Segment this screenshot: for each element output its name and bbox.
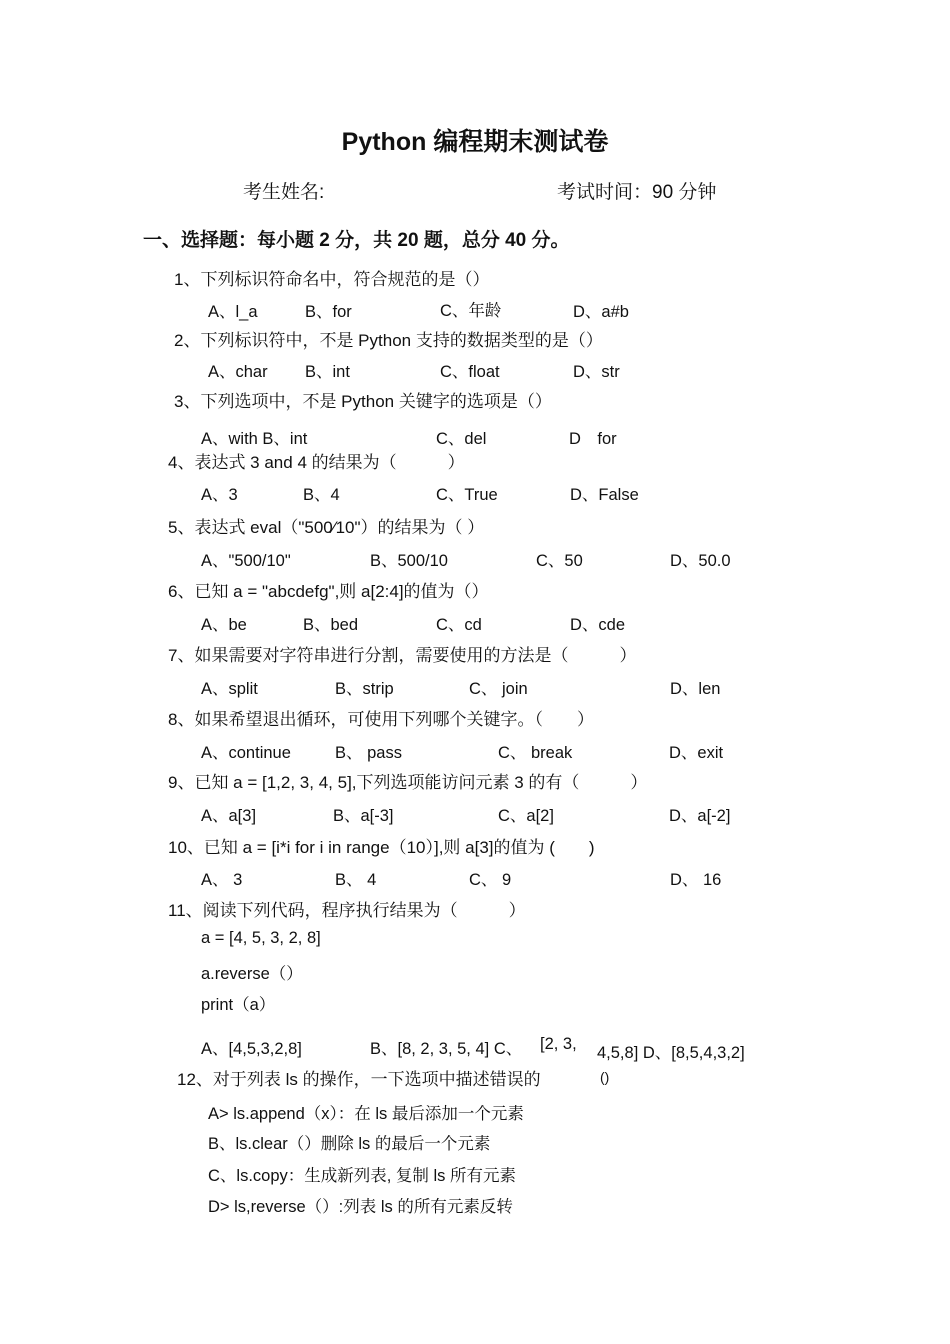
option-b: B、4 xyxy=(303,486,340,504)
option-a: A、l_a xyxy=(208,303,258,321)
question-stem: 2、下列标识符中，不是 Python 支持的数据类型的是（） xyxy=(174,331,603,350)
option-d: D、a#b xyxy=(573,303,629,321)
question-stem: 8、如果希望退出循环，可使用下列哪个关键字。（ ） xyxy=(168,710,594,729)
option-d: D、cde xyxy=(570,616,626,634)
exam-time-label: 考试时间：90 分钟 xyxy=(557,182,717,203)
option-d: D for xyxy=(569,430,617,448)
option-b: B、for xyxy=(305,303,352,321)
option-a: A、"500/10" xyxy=(201,552,291,570)
option-a: A、a[3] xyxy=(201,807,257,825)
question-stem: 4、表达式 3 and 4 的结果为（ ） xyxy=(168,453,465,472)
option-a: A、 3 xyxy=(201,871,243,889)
code-line: print（a） xyxy=(201,996,276,1014)
option-d: D、 16 xyxy=(670,871,722,889)
option-b: B、strip xyxy=(335,680,394,698)
option-a: A> ls.append（x）：在 ls 最后添加一个元素 xyxy=(208,1105,524,1123)
section-heading: 一、选择题：每小题 2 分，共 20 题，总分 40 分。 xyxy=(143,230,570,251)
option-d: D> ls,reverse（）:列表 ls 的所有元素反转 xyxy=(208,1198,513,1216)
option-d: D、str xyxy=(573,363,620,381)
code-line: a.reverse（） xyxy=(201,965,303,983)
question-stem: 10、已知 a = [i*i for i in range（10）],则 a[3]的值为 ( ) xyxy=(168,838,595,857)
option-d: D、exit xyxy=(669,744,724,762)
option-b: B、int xyxy=(305,363,350,381)
option-a: A、split xyxy=(201,680,258,698)
option-b: B、500/10 xyxy=(370,552,448,570)
option-d: D、a[-2] xyxy=(669,807,731,825)
option-d: D、len xyxy=(670,680,721,698)
option-a-b: A、with B、int xyxy=(201,430,308,448)
question-stem: 7、如果需要对字符串进行分割，需要使用的方法是（ ） xyxy=(168,646,637,665)
question-stem: 3、下列选项中，不是 Python 关键字的选项是（） xyxy=(174,392,552,411)
option-c: C、a[2] xyxy=(498,807,554,825)
option-c: C、cd xyxy=(436,616,482,634)
question-stem: 9、已知 a = [1,2, 3, 4, 5],下列选项能访问元素 3 的有（ ） xyxy=(168,773,648,792)
option-c: C、True xyxy=(436,486,498,504)
question-stem: 5、表达式 eval（"500⁄10"）的结果为（ ） xyxy=(168,518,485,537)
option-c: C、del xyxy=(436,430,487,448)
option-c: C、 join xyxy=(469,680,528,698)
option-b-c: B、[8, 2, 3, 5, 4] C、 xyxy=(370,1040,523,1058)
option-a: A、continue xyxy=(201,744,291,762)
option-d: D、50.0 xyxy=(670,552,731,570)
option-d: D、False xyxy=(570,486,639,504)
option-c-d: 4,5,8] D、[8,5,4,3,2] xyxy=(597,1044,745,1062)
option-b: B、bed xyxy=(303,616,359,634)
option-c: C、ls.copy：生成新列表, 复制 ls 所有元素 xyxy=(208,1167,517,1185)
option-b: B、a[-3] xyxy=(333,807,394,825)
question-stem: 12、对于列表 ls 的操作，一下选项中描述错误的 xyxy=(177,1070,541,1089)
option-b: B、 4 xyxy=(335,871,377,889)
option-a: A、3 xyxy=(201,486,238,504)
page-title: Python 编程期末测试卷 xyxy=(341,128,609,156)
answer-bracket: () xyxy=(600,1069,610,1085)
option-c: C、50 xyxy=(536,552,583,570)
option-c: C、年龄 xyxy=(440,302,502,320)
option-c: C、 9 xyxy=(469,871,512,889)
option-b: B、ls.clear（）删除 ls 的最后一个元素 xyxy=(208,1135,491,1153)
option-c: C、float xyxy=(440,363,500,381)
option-c: C、 break xyxy=(498,744,573,762)
option-c-part: [2, 3, xyxy=(540,1035,577,1053)
option-b: B、 pass xyxy=(335,744,402,762)
student-name-label: 考生姓名: xyxy=(243,182,325,203)
option-a: A、[4,5,3,2,8] xyxy=(201,1040,302,1058)
question-stem: 11、阅读下列代码，程序执行结果为（ ） xyxy=(168,901,526,920)
option-a: A、char xyxy=(208,363,268,381)
question-stem: 1、下列标识符命名中，符合规范的是（） xyxy=(174,270,490,289)
code-line: a = [4, 5, 3, 2, 8] xyxy=(201,929,321,947)
option-a: A、be xyxy=(201,616,247,634)
question-stem: 6、已知 a = "abcdefg",则 a[2:4]的值为（） xyxy=(168,582,489,601)
